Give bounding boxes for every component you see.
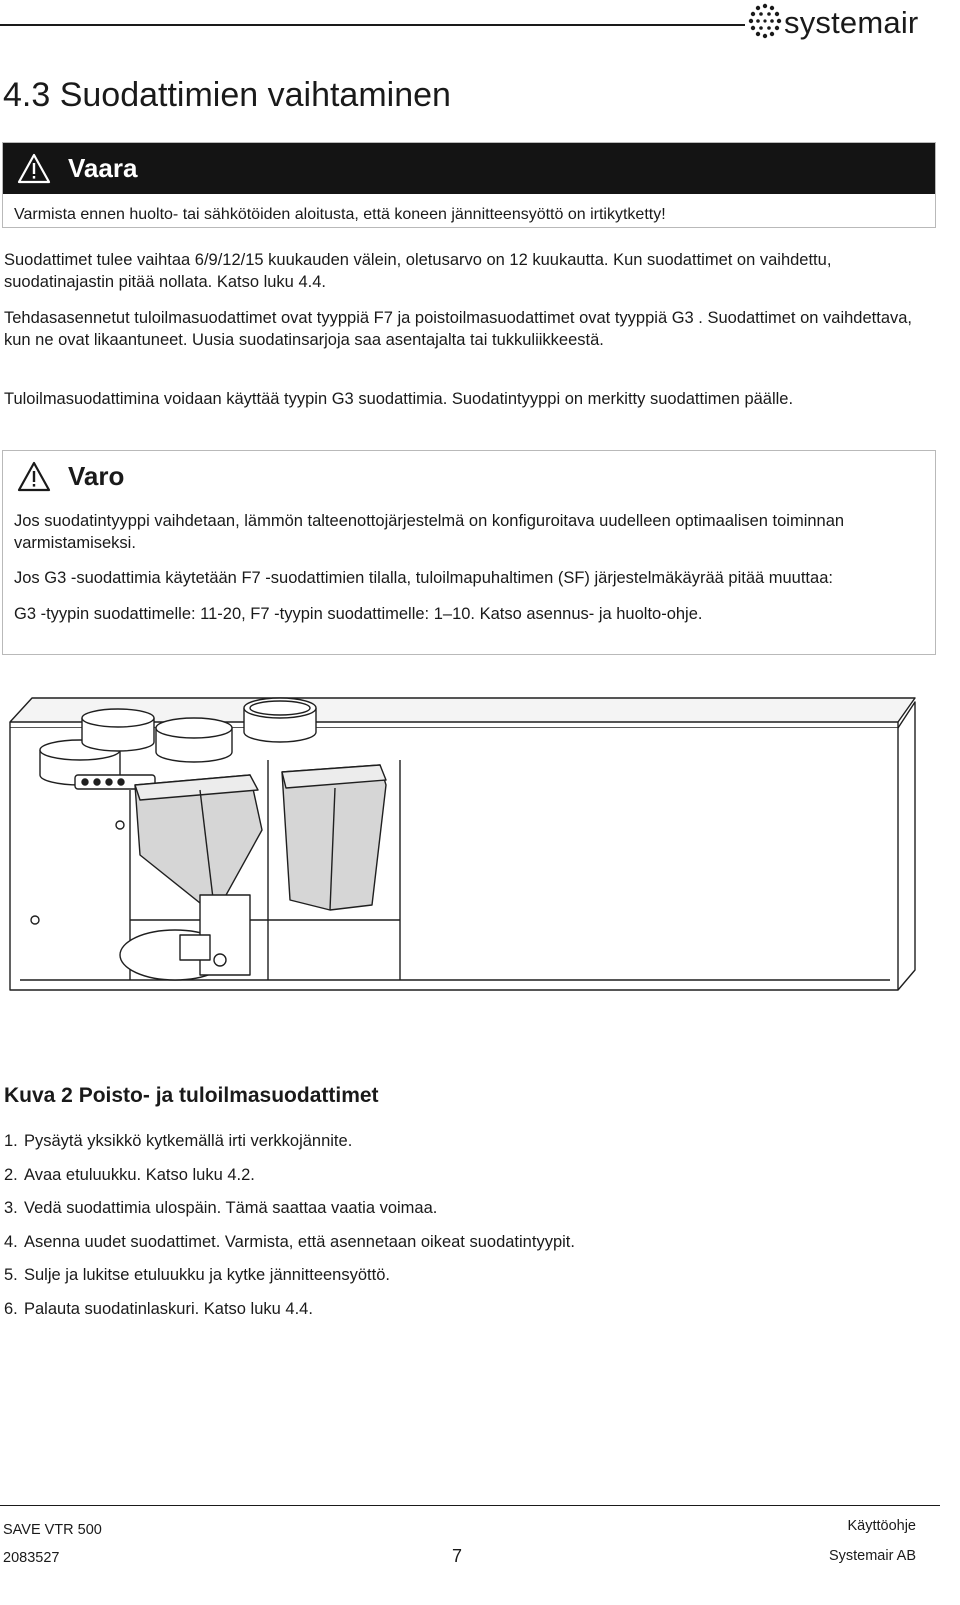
unit-illustration <box>0 680 940 1085</box>
step-text: Palauta suodatinlaskuri. Katso luku 4.4. <box>24 1299 313 1318</box>
ventilation-unit-drawing <box>0 680 940 1085</box>
step-number: 1. <box>4 1132 18 1150</box>
systemair-logo <box>748 2 948 42</box>
footer-product: SAVE VTR 500 <box>3 1522 102 1538</box>
footer-doc-type: Käyttöohje <box>847 1518 916 1534</box>
caution-box <box>2 450 936 655</box>
brand-name: systemair <box>784 5 919 40</box>
step-text: Avaa etuluukku. Katso luku 4.2. <box>24 1165 255 1184</box>
warning-icon <box>17 153 51 185</box>
danger-box <box>2 142 936 228</box>
step-number: 3. <box>4 1199 18 1217</box>
danger-header <box>3 143 935 194</box>
page-title: 4.3 Suodattimien vaihtaminen <box>3 76 451 114</box>
list-item <box>4 1199 575 1233</box>
step-number: 4. <box>4 1232 18 1251</box>
caution-text-3: G3 -tyypin suodattimelle: 11-20, F7 -tyypin suodattimelle: 1–10. Katso asennus- ja huolto-ohje. <box>14 604 703 623</box>
footer-rule <box>0 1505 940 1506</box>
danger-text: Varmista ennen huolto- tai sähkötöiden aloitusta, että koneen jännitteensyöttö on irtikytketty! <box>14 206 666 223</box>
systemair-logo-mark-icon <box>748 2 782 40</box>
list-item <box>4 1233 575 1267</box>
caution-text-1: Jos suodatintyyppi vaihdetaan, lämmön talteenottojärjestelmä on konfiguroitava uudelleen optimaalisen toiminnan varmistamiseksi. <box>14 512 845 552</box>
figure-caption: Kuva 2 Poisto- ja tuloilmasuodattimet <box>4 1084 379 1107</box>
step-text: Pysäytä yksikkö kytkemällä irti verkkojännite. <box>24 1132 353 1150</box>
list-item <box>4 1266 575 1300</box>
steps-list <box>4 1132 575 1333</box>
step-text: Asenna uudet suodattimet. Varmista, että asennetaan oikeat suodatintyypit. <box>24 1232 575 1251</box>
caution-text-2: Jos G3 -suodattimia käytetään F7 -suodattimien tilalla, tuloilmapuhaltimen (SF) järjestelmäkäyrää pitää muuttaa: <box>14 569 833 587</box>
caution-header <box>3 451 935 502</box>
footer-company: Systemair AB <box>828 1548 916 1564</box>
warning-icon <box>17 461 51 493</box>
step-number: 6. <box>4 1299 18 1318</box>
caution-heading: Varo <box>68 461 125 491</box>
list-item <box>4 1300 575 1334</box>
step-number: 5. <box>4 1266 18 1284</box>
footer-doc-number: 2083527 <box>3 1550 60 1566</box>
step-number: 2. <box>4 1165 18 1184</box>
caution-body <box>3 502 935 625</box>
list-item <box>4 1166 575 1200</box>
page-number: 7 <box>452 1546 463 1566</box>
paragraph-supply-filters: Tuloilmasuodattimina voidaan käyttää tyypin G3 suodattimia. Suodatintyyppi on merkitty suodattimen päälle. <box>4 390 794 408</box>
danger-body <box>3 194 935 226</box>
danger-heading: Vaara <box>68 153 138 183</box>
step-text: Vedä suodattimia ulospäin. Tämä saattaa vaatia voimaa. <box>24 1199 438 1217</box>
paragraph-filter-interval: Suodattimet tulee vaihtaa 6/9/12/15 kuukauden välein, oletusarvo on 12 kuukautta. Kun suodattimet on vaihdettu, suodatinajastin pitää nollata. Katso luku 4.4. <box>4 251 832 291</box>
paragraph-filter-types: Tehdasasennetut tuloilmasuodattimet ovat tyyppiä F7 ja poistoilmasuodattimet ovat tyyppiä G3 . Suodattimet on vaihdettava, kun ne ovat likaantuneet. Uusia suodatinsarjoja saa asentajalta tai tukkuliikkeestä. <box>4 309 913 349</box>
list-item <box>4 1132 575 1166</box>
header-rule <box>0 24 745 26</box>
step-text: Sulje ja lukitse etuluukku ja kytke jännitteensyöttö. <box>24 1266 390 1284</box>
